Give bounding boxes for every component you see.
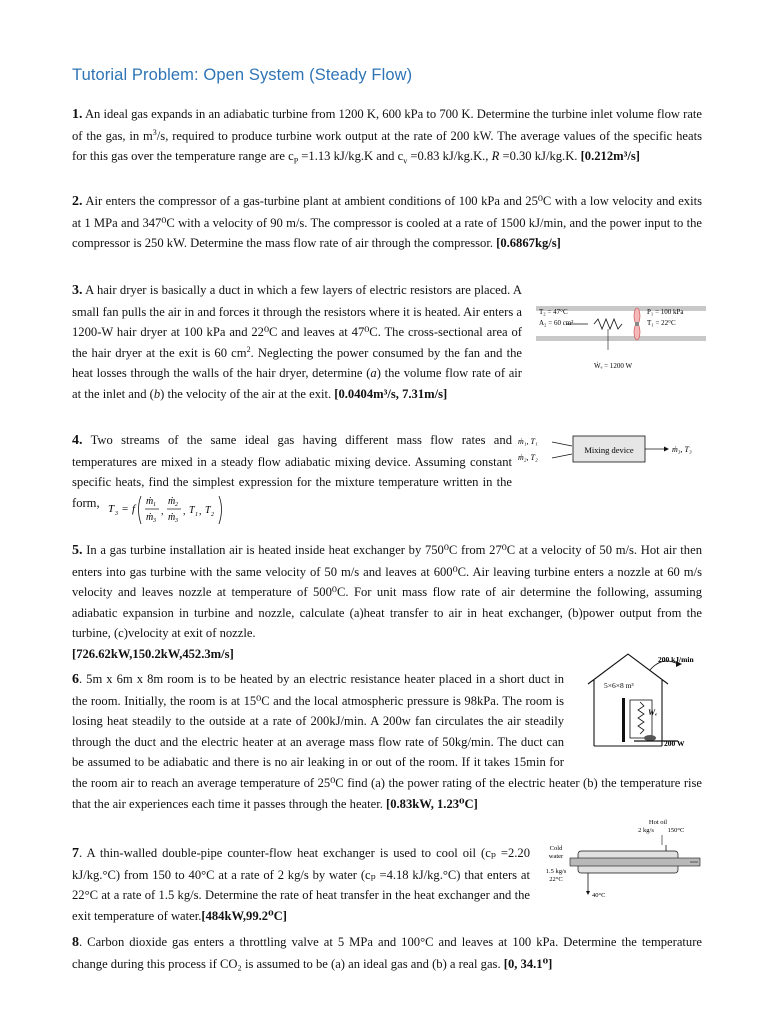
answer: [0.212m³/s] <box>580 149 640 164</box>
svg-text:3: 3 <box>175 518 178 524</box>
mixing-out: ṁ₃, T₃ <box>672 445 692 454</box>
hx-hot-flow: 2 kg/s <box>638 827 654 834</box>
problem-number: 1. <box>72 107 83 122</box>
hx-hot-temp: 150°C <box>667 827 685 834</box>
room-heat-loss: 200 kJ/min <box>658 655 694 664</box>
problem-number: 6 <box>72 672 79 687</box>
svg-text:ṁ: ṁ <box>168 512 176 523</box>
problem-2: 2. Air enters the compressor of a gas-turbine plant at ambient conditions of 100 kPa and 25⁰C with a low velocity and exits at 1 MPa and 347⁰C with a velocity of 90 m/s. The compressor is cooled at a rate of 1500 kJ/min, and the power input to the compressor is 250 kW. Determine the mass flow rate of air through the compressor. [0.6867kg/s] <box>72 194 702 251</box>
problem-6: 6. 5m x 6m x 8m room is to be heated by an electric resistance heater placed in a short duct in the room. Initially, the room is at 15⁰C and the local atmospheric pressure is 98kPa. The room is losing heat steadily to the outside at a rate of 200kJ/min. A 200w fan circulates the air steadily through the duct and the electric heater at an average mass flow rate of 50kg/min. The duct can be assumed to be adiabatic and there is no air leaking in or out of the room. If it takes 15min for the room air to reach an average temperature of 25⁰C find (a) the power rating of the electric heater (b) the temperature rise that the air experiences each time it passes through the heater. [0.83kW, 1.23⁰C] <box>72 672 702 811</box>
hair-dryer-t1: T₁ = 22°C <box>647 319 676 327</box>
svg-text:1: 1 <box>153 502 156 508</box>
problem-number: 7 <box>72 846 79 861</box>
mixing-box-label: Mixing device <box>584 445 634 455</box>
answer: [726.62kW,150.2kW,452.3m/s] <box>72 646 234 661</box>
svg-text:f: f <box>132 503 136 515</box>
mixing-device-figure <box>518 430 708 470</box>
room-heater-figure <box>582 648 706 752</box>
svg-text:ṁ: ṁ <box>146 512 154 523</box>
room-fan: 200 W <box>664 739 685 748</box>
svg-text:,: , <box>199 506 202 517</box>
svg-text:,: , <box>183 506 186 517</box>
mixing-in2: ṁ₂, T₂ <box>518 453 538 462</box>
problem-5: 5. In a gas turbine installation air is heated inside heat exchanger by 750⁰C from 27⁰C at a velocity of 50 m/s. Hot air then enters into gas turbine with the same velocity of 50 m/s and leaves at 600⁰C. Air leaving turbine enters a nozzle at 60 m/s velocity and leaves nozzle at temperature of 500⁰C. For unit mass flow rate of air determine the following, assuming adiabatic expansion in turbine and nozzle, calculate (a)heat transfer to air in heat exchanger, (b)power output from the turbine, (c)velocity at exit of nozzle. [726.62kW,150.2kW,452.3m/s] <box>72 543 702 661</box>
hx-hot-label: Hot oil <box>648 819 668 826</box>
svg-text:3: 3 <box>115 511 118 517</box>
svg-text:T: T <box>205 505 211 516</box>
problem-number: 5. <box>72 543 83 558</box>
svg-text:ṁ: ṁ <box>168 496 176 507</box>
page-title: Tutorial Problem: Open System (Steady Flow) <box>72 66 413 84</box>
hair-dryer-p1: P₁ = 100 kPa <box>647 308 684 316</box>
hx-water-label: water <box>548 853 564 860</box>
svg-text:=: = <box>122 503 129 515</box>
hx-cold-label: Cold <box>549 845 563 852</box>
svg-text:3: 3 <box>153 518 156 524</box>
problem-8: 8. Carbon dioxide gas enters a throttling valve at 5 MPa and 100°C and leaves at 100 kPa. Determine the temperature change during this process if CO₂ is assumed to be (a) an ideal gas and (b) a real gas. [0, 34.1⁰] <box>72 935 702 971</box>
hx-out-temp: 40°C <box>592 892 606 899</box>
mixing-in1: ṁ₁, T₁ <box>518 437 538 446</box>
room-size: 5×6×8 m³ <box>604 681 634 690</box>
hair-dryer-a2: A₂ = 60 cm² <box>539 319 574 327</box>
svg-text:T: T <box>108 503 115 515</box>
hair-dryer-we: Ẇₑ = 1200 W <box>594 362 633 370</box>
room-we: Wₑ <box>648 708 658 717</box>
svg-text:1: 1 <box>195 512 198 518</box>
mixture-temperature-formula <box>108 490 233 528</box>
problem-3: 3. A hair dryer is basically a duct in which a few layers of electric resistors are placed. A small fan pulls the air in and forces it through the resistors where it is heated. Air enters a 1200-W hair dryer at 100 kPa and 22⁰C and leaves at 47⁰C. The cross-sectional area of the hair dryer at the exit is 60 $cm^2$. Neglecting the power consumed by the fan and the heat losses through the walls of the hair dryer, determine (a) the volume flow rate of air at the inlet and (b) the velocity of the air at the exit. [0.0404m³/s, 7.31m/s] <box>72 283 522 401</box>
answer: [0.0404m³/s, 7.31m/s] <box>334 386 448 401</box>
answer: [484kW,99.2⁰C] <box>201 908 287 923</box>
answer: [0.83kW, 1.23⁰C] <box>386 796 478 811</box>
svg-text:,: , <box>161 506 164 517</box>
svg-text:2: 2 <box>211 512 214 518</box>
hx-cold-flow: 1.5 kg/s <box>545 868 567 875</box>
svg-text:ṁ: ṁ <box>146 496 154 507</box>
problem-number: 2. <box>72 194 83 209</box>
problem-number: 4. <box>72 433 83 448</box>
heat-exchanger-figure <box>540 815 710 905</box>
problem-number: 3. <box>72 283 83 298</box>
svg-text:2: 2 <box>175 502 178 508</box>
hx-cold-temp: 22°C <box>549 876 563 883</box>
svg-text:T: T <box>189 505 195 516</box>
hair-dryer-t2: T₂ = 47°C <box>539 308 568 316</box>
problem-7: 7. A thin-walled double-pipe counter-flow heat exchanger is used to cool oil (cₚ =2.20 kJ/kg.°C) from 150 to 40°C at a rate of 2 kg/s by water (cₚ =4.18 kJ/kg.°C) that enters at 22°C at a rate of 1.5 kg/s. Determine the rate of heat transfer in the heat exchanger and the exit temperature of water.[484kW,99.2⁰C] <box>72 846 530 923</box>
problem-number: 8 <box>72 935 79 950</box>
problem-1: 1. An ideal gas expands in an adiabatic turbine from 1200 K, 600 kPa to 700 K. Determine the turbine inlet volume flow rate of the gas, in $m^3/s$, required to produce turbine work output at the rate of 200 kW. The average values of the specific heats for this gas over the temperature range are $c_P =1.13$ kJ/kg.K and $c_v =0.83$ kJ/kg.K., R =0.30 kJ/kg.K. [0.212m³/s] <box>72 107 702 166</box>
hair-dryer-figure <box>536 292 706 374</box>
problem-4-lines-1: 4. Two streams of the same ideal gas having different mass flow rates and temperatures are mixed in a steady flow adiabatic mixing device. Assuming constant specific heats, find the simplest expression for the mixture temperature written in the form, <box>72 433 512 510</box>
answer: [0, 34.1⁰] <box>503 956 553 971</box>
answer: [0.6867kg/s] <box>496 236 561 251</box>
